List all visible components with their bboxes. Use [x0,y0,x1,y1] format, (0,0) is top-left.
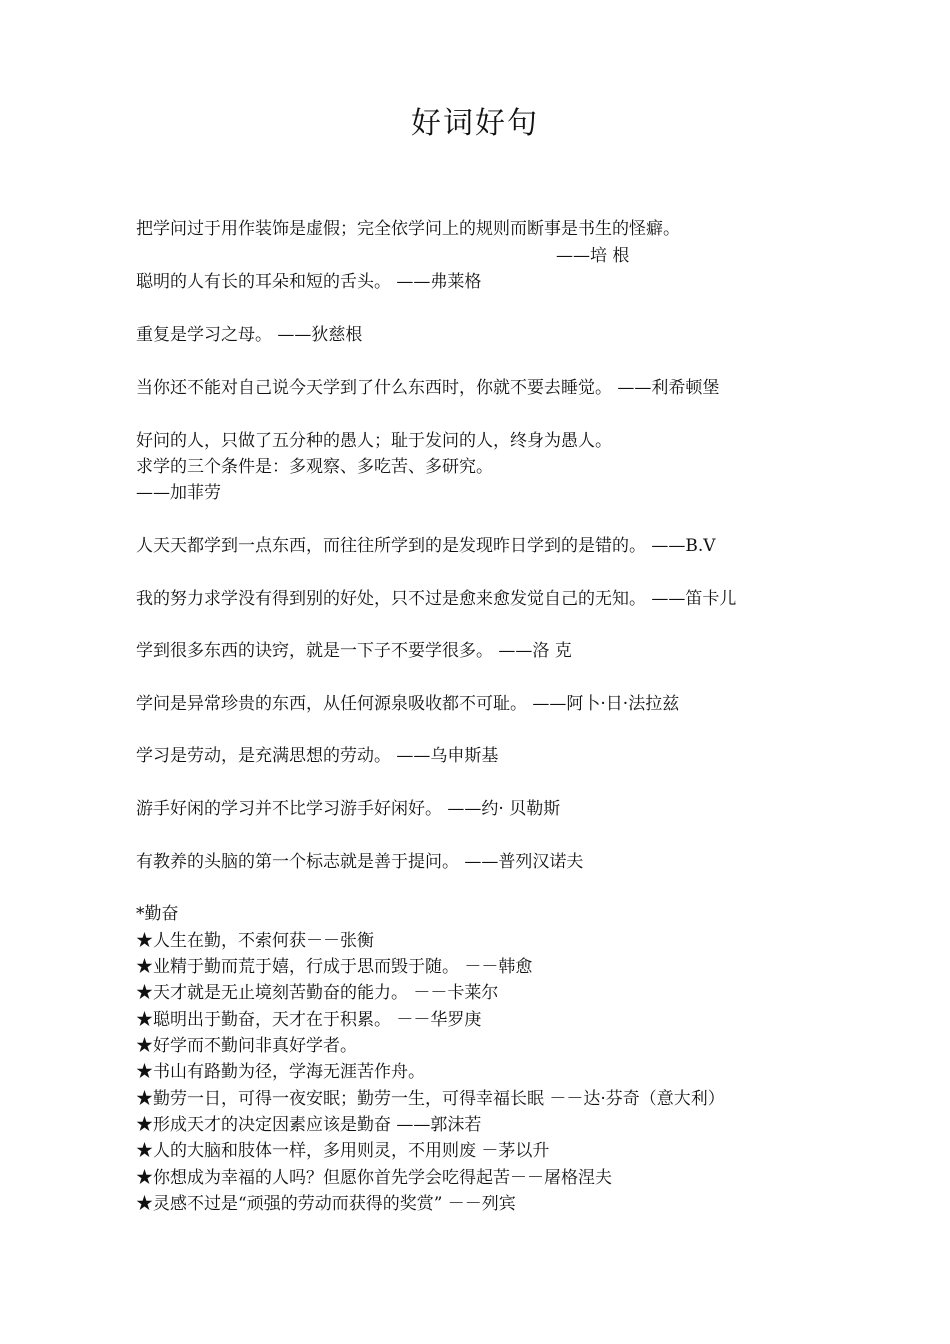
list-item: ★业精于勤而荒于嬉，行成于思而毁于随。 －－韩愈 [136,957,533,977]
list-item: ★聪明出于勤奋，天才在于积累。 －－华罗庚 [136,1010,482,1030]
quote-line: 好问的人，只做了五分种的愚人；耻于发问的人，终身为愚人。 [136,431,612,451]
quote-line: 学到很多东西的诀窍，就是一下子不要学很多。 ——洛 克 [136,641,572,661]
list-item: ★天才就是无止境刻苦勤奋的能力。 －－卡莱尔 [136,983,499,1003]
quote-line: 游手好闲的学习并不比学习游手好闲好。 ——约· 贝勒斯 [136,799,561,819]
section-heading: *勤奋 [136,904,179,924]
list-item: ★人的大脑和肢体一样，多用则灵，不用则废 －茅以升 [136,1141,550,1161]
quote-line: 有教养的头脑的第一个标志就是善于提问。 ——普列汉诺夫 [136,852,584,872]
quote-author: ——加菲劳 [136,483,221,503]
list-item: ★人生在勤，不索何获－－张衡 [136,931,374,951]
quote-line: 学习是劳动，是充满思想的劳动。 ——乌申斯基 [136,746,499,766]
list-item: ★灵感不过是“顽强的劳动而获得的奖赏” －－列宾 [136,1194,516,1214]
quote-line: 求学的三个条件是：多观察、多吃苦、多研究。 [136,457,493,477]
quote-line: 聪明的人有长的耳朵和短的舌头。 ——弗莱格 [136,272,482,292]
list-item: ★形成天才的决定因素应该是勤奋 ——郭沫若 [136,1115,482,1135]
list-item: ★好学而不勤问非真好学者。 [136,1036,357,1056]
page-title: 好词好句 [411,106,539,141]
list-item: ★书山有路勤为径，学海无涯苦作舟。 [136,1062,425,1082]
quote-line: 把学问过于用作装饰是虚假；完全依学问上的规则而断事是书生的怪癖。 [136,219,680,239]
quote-line: 人天天都学到一点东西，而往往所学到的是发现昨日学到的是错的。 ——B.V [136,536,716,556]
list-item: ★你想成为幸福的人吗？但愿你首先学会吃得起苦－－屠格涅夫 [136,1168,612,1188]
quote-line: 重复是学习之母。 ——狄慈根 [136,325,363,345]
quote-author: ——培 根 [556,246,630,266]
quote-line: 我的努力求学没有得到别的好处，只不过是愈来愈发觉自己的无知。 ——笛卡儿 [136,589,737,609]
quote-line: 学问是异常珍贵的东西，从任何源泉吸收都不可耻。 ——阿卜·日·法拉兹 [136,694,680,714]
list-item: ★勤劳一日，可得一夜安眠；勤劳一生，可得幸福长眠 －－达·芬奇（意大利） [136,1089,725,1109]
quote-line: 当你还不能对自己说今天学到了什么东西时，你就不要去睡觉。 ——利希顿堡 [136,378,720,398]
